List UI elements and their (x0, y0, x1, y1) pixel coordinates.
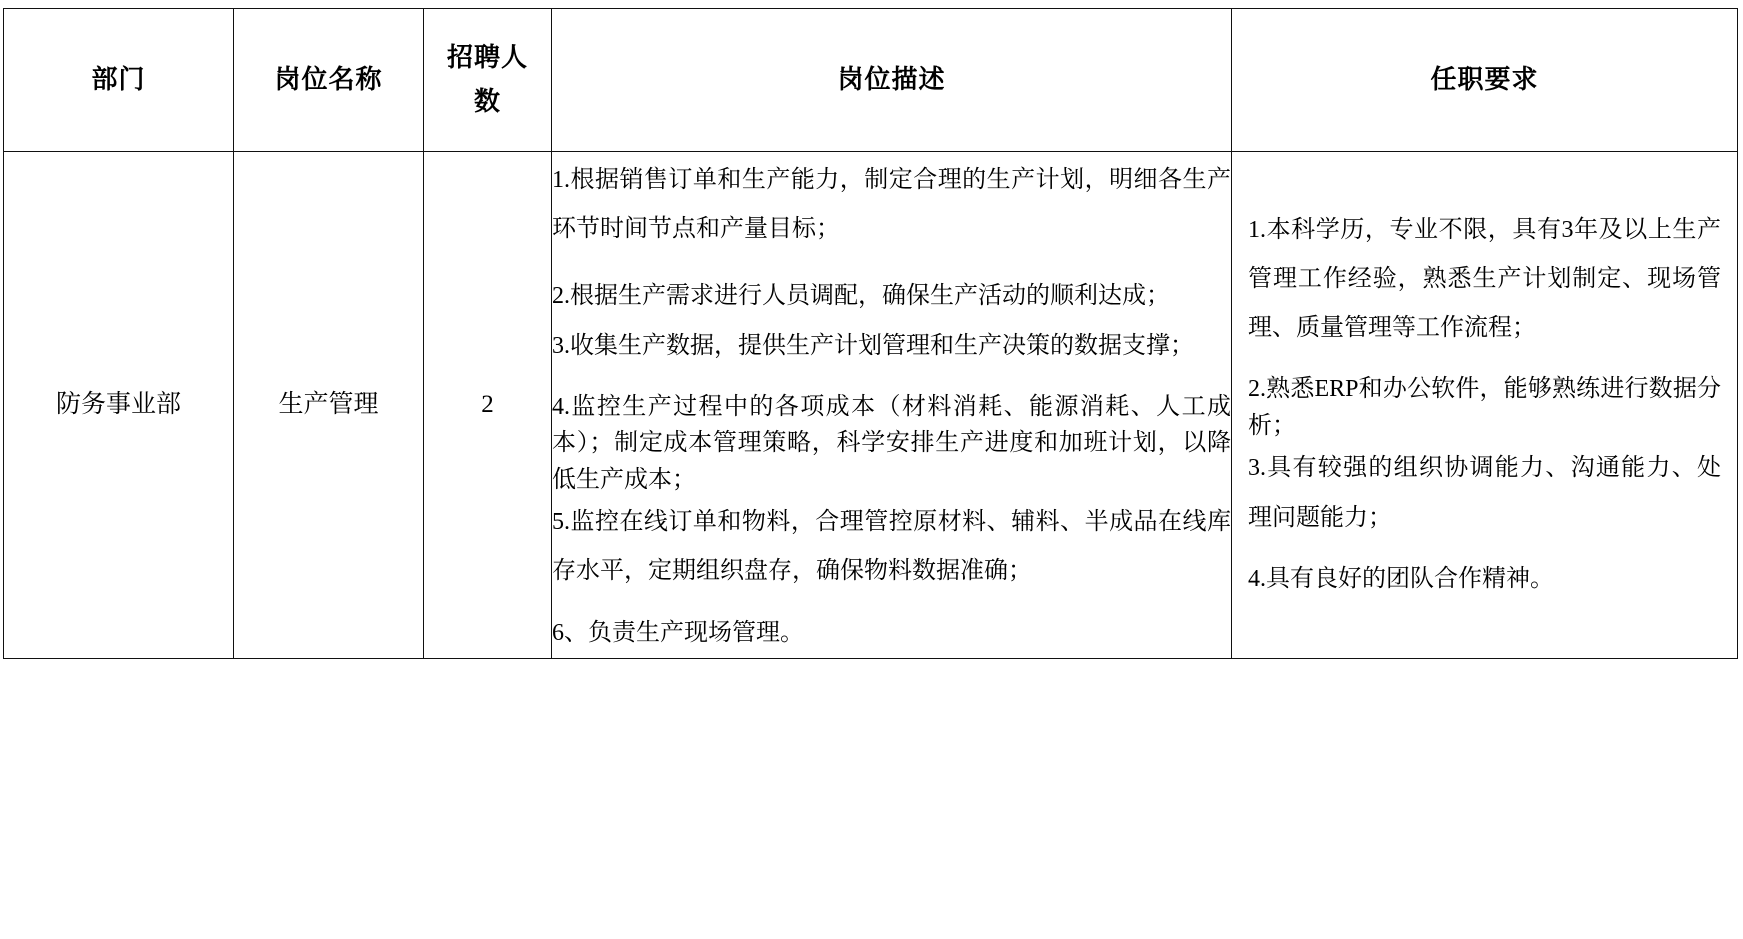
column-header-description-label: 岗位描述 (837, 65, 946, 94)
table-body (4, 152, 1738, 659)
requirement-item-2: 2.熟悉ERP和办公软件，能够熟练进行数据分析； (1248, 376, 1721, 439)
cell-description (552, 152, 1232, 659)
column-header-requirements-label: 任职要求 (1430, 65, 1539, 94)
requirement-item-4: 4.具有良好的团队合作精神。 (1248, 565, 1554, 592)
table-header (4, 9, 1738, 152)
column-header-headcount-label: 招聘人数 (446, 43, 528, 116)
column-header-department-label: 部门 (91, 65, 146, 94)
description-item-4: 4.监控生产过程中的各项成本（材料消耗、能源消耗、人工成本）；制定成本管理策略，科学安排生产进度和加班计划，以降低生产成本； (552, 393, 1231, 493)
table-header-row (4, 9, 1738, 152)
spacer (552, 254, 1231, 272)
description-item-1: 1.根据销售订单和生产能力，制定合理的生产计划，明细各生产环节时间节点和产量目标； (552, 167, 1231, 243)
column-header-position-label: 岗位名称 (274, 65, 383, 94)
description-item-5: 5.监控在线订单和物料，合理管控原材料、辅料、半成品在线库存水平，定期组织盘存，确保物料数据准确； (552, 509, 1231, 585)
column-header-requirements (1232, 9, 1738, 152)
requirements-block (1248, 206, 1721, 604)
cell-position: 生产管理 (234, 152, 424, 659)
column-header-headcount (424, 9, 552, 152)
job-postings-table (3, 8, 1738, 659)
requirement-item-3: 3.具有较强的组织协调能力、沟通能力、处理问题能力； (1248, 455, 1721, 531)
description-item-3: 3.收集生产数据，提供生产计划管理和生产决策的数据支撑； (552, 332, 1194, 359)
column-header-position (234, 9, 424, 152)
cell-department: 防务事业部 (4, 152, 234, 659)
spacer (552, 597, 1231, 609)
cell-requirements (1232, 152, 1738, 659)
column-header-department (4, 9, 234, 152)
description-item-6: 6、负责生产现场管理。 (552, 619, 804, 646)
spacer (552, 371, 1231, 389)
spacer (1248, 353, 1721, 371)
table-row (4, 152, 1738, 659)
description-block (552, 152, 1231, 658)
requirement-item-1: 1.本科学历，专业不限，具有3年及以上生产管理工作经验，熟悉生产计划制定、现场管理、质量管理等工作流程； (1248, 216, 1721, 342)
description-item-2: 2.根据生产需求进行人员调配，确保生产活动的顺利达成； (552, 283, 1170, 310)
column-header-description (552, 9, 1232, 152)
spacer (1248, 543, 1721, 555)
cell-headcount: 2 (424, 152, 552, 659)
